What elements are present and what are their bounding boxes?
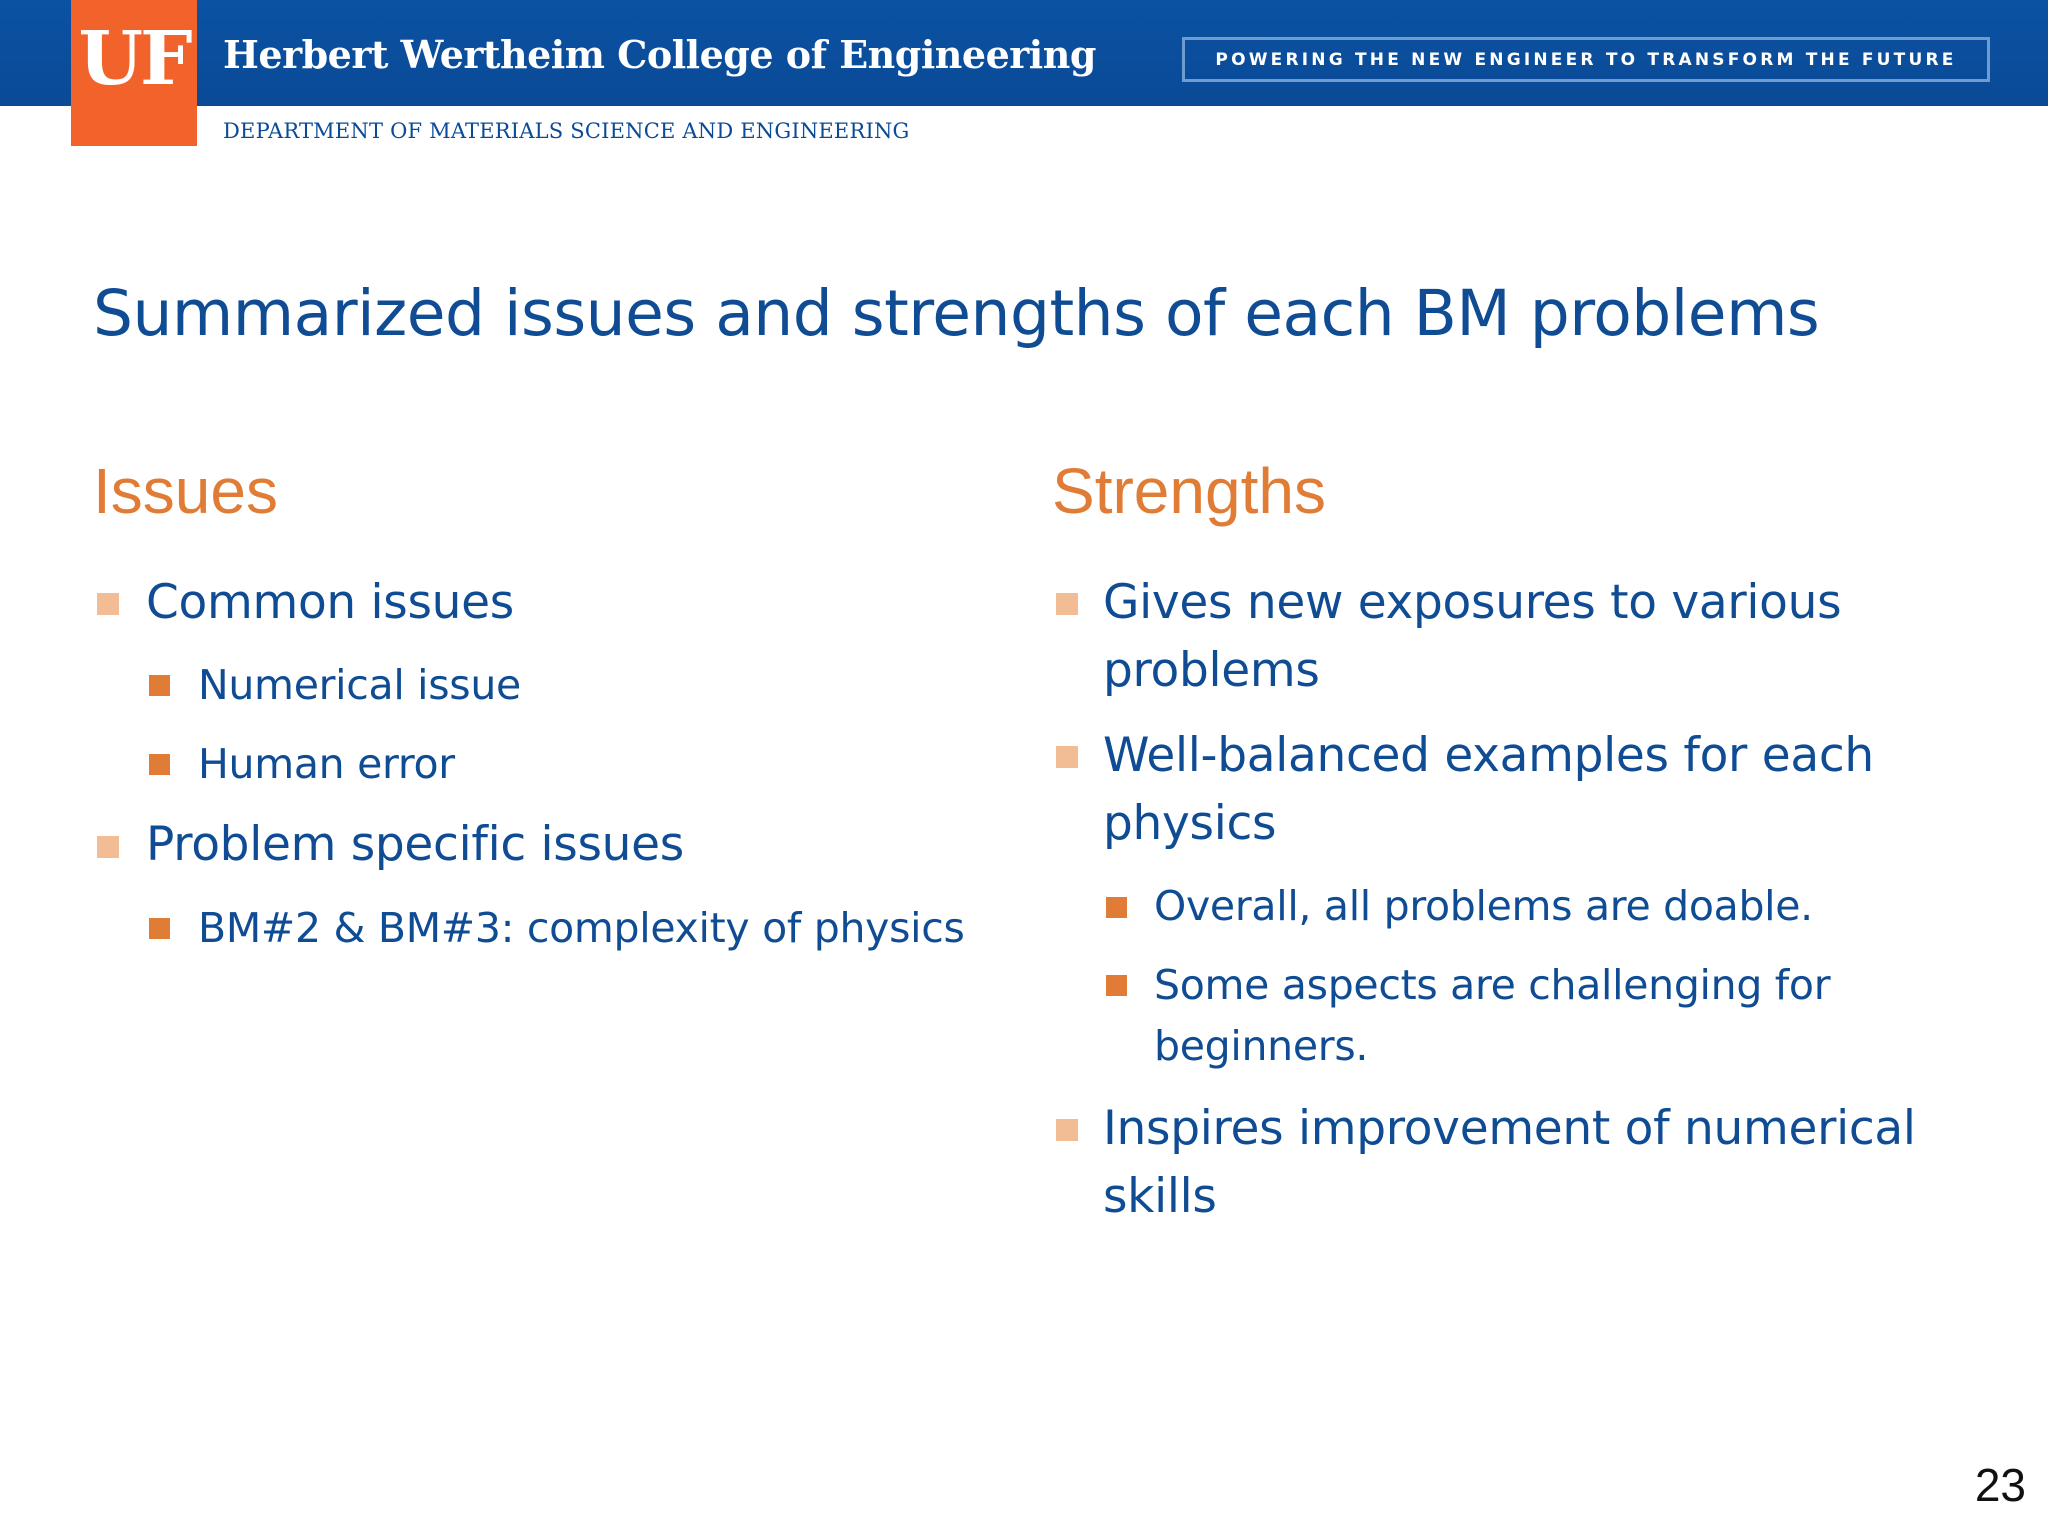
tagline-text: POWERING THE NEW ENGINEER TO TRANSFORM THE FUTURE — [1215, 49, 1957, 70]
issues-item-problem-specific: Problem specific issues — [146, 817, 684, 872]
issues-heading: Issues — [93, 455, 278, 527]
strengths-subitem-challenging-line1: Some aspects are challenging for — [1154, 961, 1831, 1009]
bullet-square — [1056, 593, 1078, 615]
bullet-square — [149, 918, 170, 939]
issues-item-common: Common issues — [146, 575, 514, 630]
strengths-item-exposures-line1: Gives new exposures to various — [1103, 575, 1842, 630]
strengths-subitem-doable: Overall, all problems are doable. — [1154, 882, 1813, 930]
strengths-item-exposures-line2: problems — [1103, 643, 1320, 698]
college-name: Herbert Wertheim College of Engineering — [223, 32, 1096, 77]
bullet-square — [1056, 746, 1078, 768]
bullet-square — [149, 754, 170, 775]
page-number: 23 — [1974, 1459, 2026, 1511]
strengths-subitem-challenging-line2: beginners. — [1154, 1022, 1369, 1070]
bullet-square — [97, 836, 119, 858]
tagline-box — [1182, 37, 1990, 82]
strengths-item-balanced-line2: physics — [1103, 796, 1277, 851]
uf-logo — [71, 0, 197, 146]
bullet-square — [1106, 897, 1127, 918]
department-name: DEPARTMENT OF MATERIALS SCIENCE AND ENGINEERING — [223, 119, 910, 143]
bullet-square — [1106, 975, 1127, 996]
bullet-square — [1056, 1119, 1078, 1141]
strengths-item-inspires-line2: skills — [1103, 1169, 1217, 1224]
strengths-item-inspires-line1: Inspires improvement of numerical — [1103, 1101, 1916, 1156]
strengths-item-balanced-line1: Well-balanced examples for each — [1103, 728, 1874, 783]
issues-subitem-human: Human error — [198, 740, 455, 788]
strengths-heading: Strengths — [1052, 455, 1326, 527]
bullet-square — [97, 593, 119, 615]
uf-logo-text: UF — [78, 16, 190, 102]
slide-title: Summarized issues and strengths of each BM problems — [93, 277, 1820, 350]
bullet-square — [149, 675, 170, 696]
issues-subitem-numerical: Numerical issue — [198, 661, 521, 709]
issues-subitem-bm: BM#2 & BM#3: complexity of physics — [198, 904, 965, 952]
